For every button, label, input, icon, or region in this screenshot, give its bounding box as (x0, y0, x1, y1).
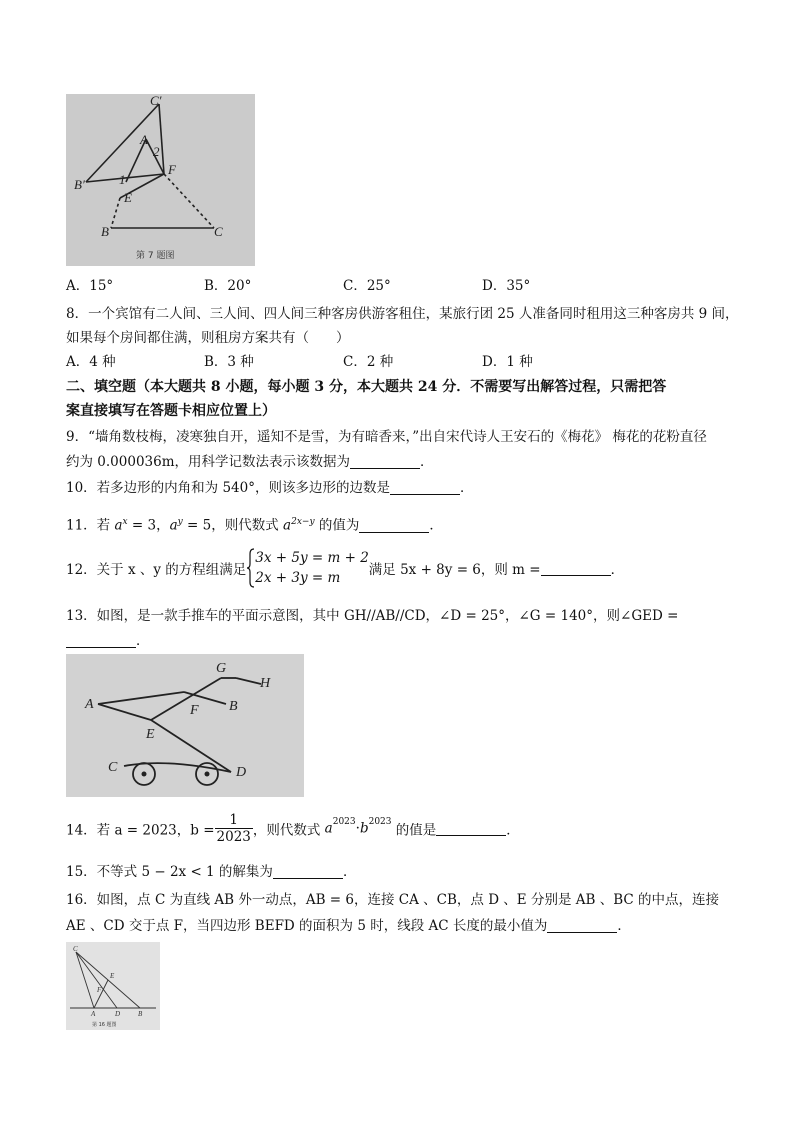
label-b: B (229, 699, 238, 714)
q16-answer-blank[interactable] (547, 918, 617, 933)
figure-q7 (66, 94, 255, 266)
section-2-heading-line-1: 二、填空题（本大题共 8 小题，每小题 3 分，本大题共 24 分．不需要写出解答过程，只需把答 (66, 379, 667, 395)
q11-answer-blank[interactable] (359, 518, 429, 533)
figure-q7-caption: 第 7 题图 (136, 251, 175, 261)
q13-line-1: 13．如图，是一款手推车的平面示意图，其中 GH//AB//CD，∠D = 25°，∠G = 140°，则∠GED = (66, 608, 679, 624)
label-f: F (168, 162, 176, 177)
q8-line-2: 如果每个房间都住满，则租房方案共有（ ） (66, 330, 350, 346)
label-e: E (110, 972, 115, 980)
label-f: F (97, 986, 102, 994)
label-a: A (140, 132, 148, 147)
label-b: B (101, 224, 109, 239)
q12-equation-system: 3x + 5y = m + 2 2x + 3y = m (255, 550, 369, 586)
figure-q13-drawing (66, 654, 304, 797)
q16-line-2: AE 、CD 交于点 F，当四边形 BEFD 的面积为 5 时，线段 AC 长度的最小值为 ． (66, 918, 631, 934)
q11: 11．若 $a^x = 3$，$a^y = 5$，则代数式 $a^{2x-y}$ 的值为 ． (66, 517, 443, 534)
q9-line-2: 约为 0.000036m，用科学记数法表示该数据为 ． (66, 454, 434, 470)
q10-answer-blank[interactable] (390, 480, 460, 495)
brace-icon (246, 548, 255, 588)
label-c-prime: C′ (150, 94, 162, 108)
label-c: C (73, 945, 78, 953)
q13-answer-blank[interactable] (66, 633, 136, 648)
q10: 10．若多边形的内角和为 540°，则该多边形的边数是 ． (66, 480, 474, 496)
figure-q13 (66, 654, 304, 797)
q14-fraction: $\frac{1}{2023}$ (216, 812, 251, 845)
q7-option-b[interactable]: B．20° (204, 278, 252, 294)
label-angle-2: 2 (153, 144, 160, 159)
label-angle-1: 1 (119, 172, 126, 187)
q8-option-a[interactable]: A．4 种 (66, 354, 116, 370)
figure-q7-drawing (66, 94, 255, 266)
label-c: C (214, 224, 223, 239)
figure-q16-caption: 第 16 题图 (92, 1022, 117, 1028)
q15: 15．不等式 5 − 2x < 1 的解集为 ． (66, 864, 357, 880)
q9-answer-blank[interactable] (350, 454, 420, 469)
q7-option-a[interactable]: A．15° (66, 278, 114, 294)
label-b-prime: B′ (74, 177, 85, 192)
label-d: D (115, 1010, 121, 1018)
q10-text: 10．若多边形的内角和为 540°，则该多边形的边数是 (66, 480, 390, 496)
q12-answer-blank[interactable] (541, 561, 611, 576)
label-c: C (108, 760, 118, 775)
q7-option-c[interactable]: C．25° (343, 278, 391, 294)
q8-option-b[interactable]: B．3 种 (204, 354, 254, 370)
label-h: H (260, 676, 271, 691)
q12: 12．关于 x 、y 的方程组满足 3x + 5y = m + 2 2x + 3y = m 满足 5x + 8y = 6，则 m = ． (66, 550, 625, 586)
q9-line-1: 9．“墙角数枝梅，凌寒独自开，遥知不是雪，为有暗香来，”出自宋代诗人王安石的《梅花》 梅花的花粉直径 (66, 429, 707, 445)
label-a: A (91, 1010, 96, 1018)
q13-line-2: ． (66, 631, 150, 651)
q16-line-1: 16．如图，点 C 为直线 AB 外一动点，AB = 6，连接 CA 、CB，点 D 、E 分别是 AB 、BC 的中点，连接 (66, 892, 720, 908)
q8-option-d[interactable]: D．1 种 (482, 354, 533, 370)
q15-answer-blank[interactable] (273, 864, 343, 879)
section-2-heading-line-2: 案直接填写在答题卡相应位置上） (66, 403, 276, 419)
label-f: F (190, 703, 199, 718)
label-e: E (124, 190, 132, 205)
label-e: E (146, 727, 155, 742)
label-g: G (216, 661, 227, 676)
figure-q16 (66, 942, 160, 1030)
figure-q16-drawing (66, 942, 160, 1030)
q14: 14．若 a = 2023，b = $\frac{1}{2023}$ ，则代数式 $a^{2023}\cdot b^{2023}$ 的值是 ． (66, 812, 520, 845)
label-a: A (85, 697, 94, 712)
q16-text: AE 、CD 交于点 F，当四边形 BEFD 的面积为 5 时，线段 AC 长度的最小值为 (66, 918, 548, 934)
q9-text: 约为 0.000036m，用科学记数法表示该数据为 (66, 454, 351, 470)
label-d: D (236, 765, 247, 780)
q8-line-1: 8．一个宾馆有二人间、三人间、四人间三种客房供游客租住，某旅行团 25 人准备同时租用这三种客房共 9 间， (66, 306, 739, 322)
label-b: B (138, 1010, 143, 1018)
q15-text: 15．不等式 5 − 2x < 1 的解集为 (66, 864, 273, 880)
q14-answer-blank[interactable] (436, 821, 506, 836)
q7-option-d[interactable]: D．35° (482, 278, 531, 294)
q8-option-c[interactable]: C．2 种 (343, 354, 394, 370)
